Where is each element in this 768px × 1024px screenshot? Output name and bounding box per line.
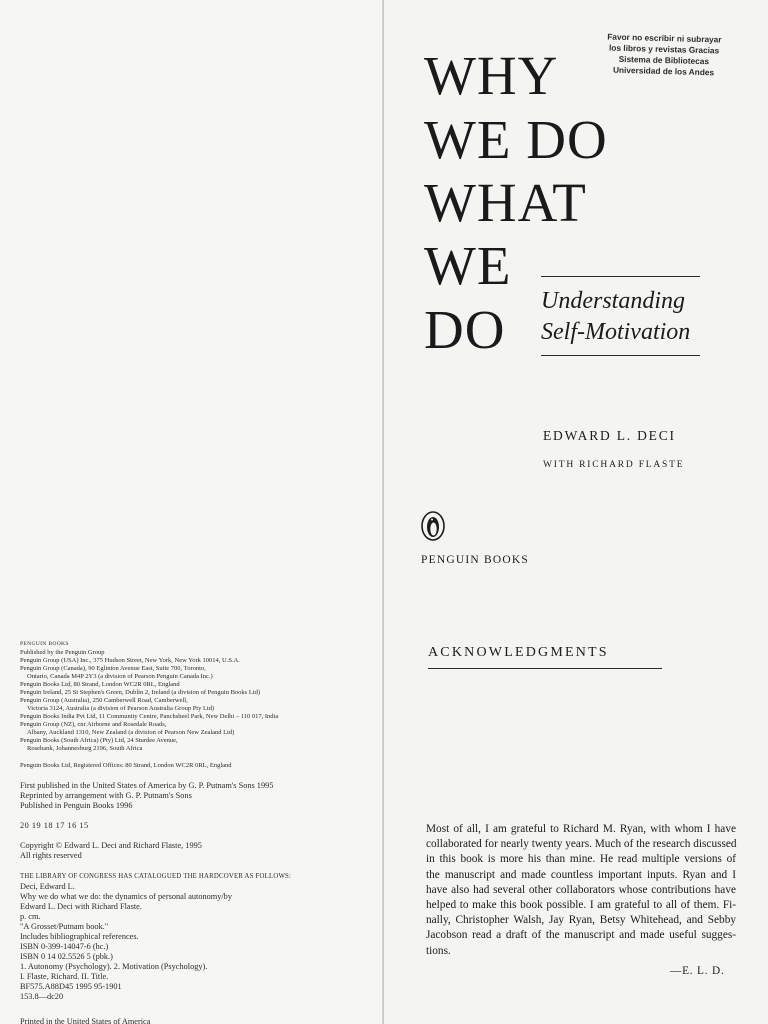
cip-line: p. cm. (20, 912, 41, 921)
stamp-line: Sistema de Bibliotecas (618, 53, 710, 67)
copyright-notice (20, 841, 376, 861)
book-title-word: WHAT (424, 172, 587, 233)
book-title-word: DO (424, 299, 506, 360)
history-line: Published in Penguin Books 1996 (20, 801, 133, 810)
publisher-line: Albany, Auckland 1310, New Zealand (a division of Pearson New Zealand Ltd) (27, 729, 235, 736)
subtitle-line: Understanding (541, 288, 685, 314)
cip-line: Edward L. Deci with Richard Flaste. (20, 902, 142, 911)
subtitle-line: Self-Motivation (541, 319, 691, 345)
cip-line: 153.8—dc20 (20, 992, 64, 1001)
cip-heading: THE LIBRARY OF CONGRESS HAS CATALOGUED THE HARDCOVER AS FOLLOWS: (20, 873, 292, 880)
author-name: EDWARD L. DECI (543, 428, 676, 443)
publisher-addresses (20, 649, 376, 753)
stamp-line: los libros y revistas Gracias (608, 42, 720, 56)
stamp-line: Universidad de los Andes (612, 64, 715, 78)
book-title-word: WHY (424, 45, 559, 106)
publisher-name: PENGUIN BOOKS (421, 554, 529, 566)
text-line: helped to make this book possible. I am grateful to all of them. Fi- (426, 899, 736, 912)
publisher-line: Penguin Books Ltd, 80 Strand, London WC2R 0RL, England (20, 681, 180, 688)
cip-line: Includes bibliographical references. (20, 932, 139, 941)
penguin-logo-icon (421, 511, 445, 541)
stamp-line: Favor no escribir ni subrayar (607, 31, 722, 45)
publisher-line: Penguin Books (South Africa) (Pty) Ltd, 24 Sturdee Avenue, (20, 737, 178, 744)
author-initials: —E. L. D. (670, 965, 725, 977)
publisher-line: Penguin Group (Australia), 250 Camberwell Road, Camberwell, (20, 697, 188, 704)
copyright-block (20, 640, 376, 1024)
text-line: nally, Christopher Walsh, Jay Ryan, Betsy Whitehead, and Sebby (426, 914, 736, 927)
acknowledgments-text (426, 822, 736, 959)
cip-line: "A Grosset/Putnam book." (20, 922, 109, 931)
cip-line: 1. Autonomy (Psychology). 2. Motivation (Psychology). (20, 962, 208, 971)
imprint-label: PENGUIN BOOKS (20, 641, 69, 647)
rights-line: All rights reserved (20, 851, 82, 860)
history-line: Reprinted by arrangement with G. P. Putnam's Sons (20, 791, 192, 800)
publisher-line: Published by the Penguin Group (20, 649, 105, 656)
publisher-line: Ontario, Canada M4P 2Y3 (a division of Pearson Penguin Canada Inc.) (27, 673, 213, 680)
cip-line: I. Flaste, Richard. II. Title. (20, 972, 109, 981)
cip-line: BF575.A88D45 1995 95-1901 (20, 982, 122, 991)
text-line: collaborated for nearly twenty years. Much of the research discussed (426, 838, 737, 851)
acknowledgments-heading: ACKNOWLEDGMENTS (428, 645, 609, 660)
text-line: Jacobson read a draft of the manuscript and made useful sugges- (426, 929, 736, 942)
publisher-line: Penguin Group (USA) Inc., 375 Hudson Street, New York, New York 10014, U.S.A. (20, 657, 240, 664)
publisher-line: Penguin Group (NZ), cnr Airborne and Rosedale Roads, (20, 721, 167, 728)
book-title-word: WE DO (424, 109, 608, 170)
subtitle-top-rule (541, 276, 700, 277)
cataloguing-data (20, 872, 376, 1002)
printing-line: 20 19 18 17 16 15 (20, 821, 89, 830)
history-line: First published in the United States of America by G. P. Putnam's Sons 1995 (20, 781, 274, 790)
publisher-line: Rosebank, Johannesburg 2196, South Africa (27, 745, 143, 752)
printed-in: Printed in the United States of America (20, 1017, 151, 1024)
publisher-line: Penguin Ireland, 25 St Stephen's Green, Dublin 2, Ireland (a division of Penguin Books Ltd) (20, 689, 261, 696)
library-stamp (593, 31, 734, 79)
book-title-word: WE (424, 235, 512, 296)
cip-line: Why we do what we do: the dynamics of personal autonomy/by (20, 892, 232, 901)
registered-offices: Penguin Books Ltd, Registered Offices: 80 Strand, London WC2R 0RL, England (20, 762, 232, 769)
cip-line: ISBN 0-399-14047-6 (hc.) (20, 942, 109, 951)
text-line: Most of all, I am grateful to Richard M. Ryan, with whom I have (426, 823, 736, 835)
rights-line: Copyright © Edward L. Deci and Richard Flaste, 1995 (20, 841, 202, 850)
subtitle-bottom-rule (541, 355, 700, 356)
publication-history (20, 781, 376, 811)
publisher-line: Penguin Group (Canada), 90 Eglinton Avenue East, Suite 700, Toronto, (20, 665, 206, 672)
copyright-page (0, 0, 383, 1024)
publisher-line: Penguin Books India Pvt Ltd, 11 Community Centre, Panchsheel Park, New Delhi – 110 017, India (20, 713, 279, 720)
text-line: the manuscript and made countless important inputs. Ryan and I (426, 868, 736, 881)
cip-line: Deci, Edward L. (20, 882, 75, 891)
text-line: have also had several other collaborators whose contributions have (426, 883, 736, 896)
cip-line: ISBN 0 14 02.5526 5 (pbk.) (20, 952, 113, 961)
heading-rule (428, 668, 662, 669)
publisher-line: Victoria 3124, Australia (a division of Pearson Australia Group Pty Ltd) (27, 705, 215, 712)
text-line: in this book is more his than mine. He read multiple versions of (426, 853, 736, 866)
text-line: tions. (426, 944, 451, 957)
coauthor-name: WITH RICHARD FLASTE (543, 460, 685, 470)
